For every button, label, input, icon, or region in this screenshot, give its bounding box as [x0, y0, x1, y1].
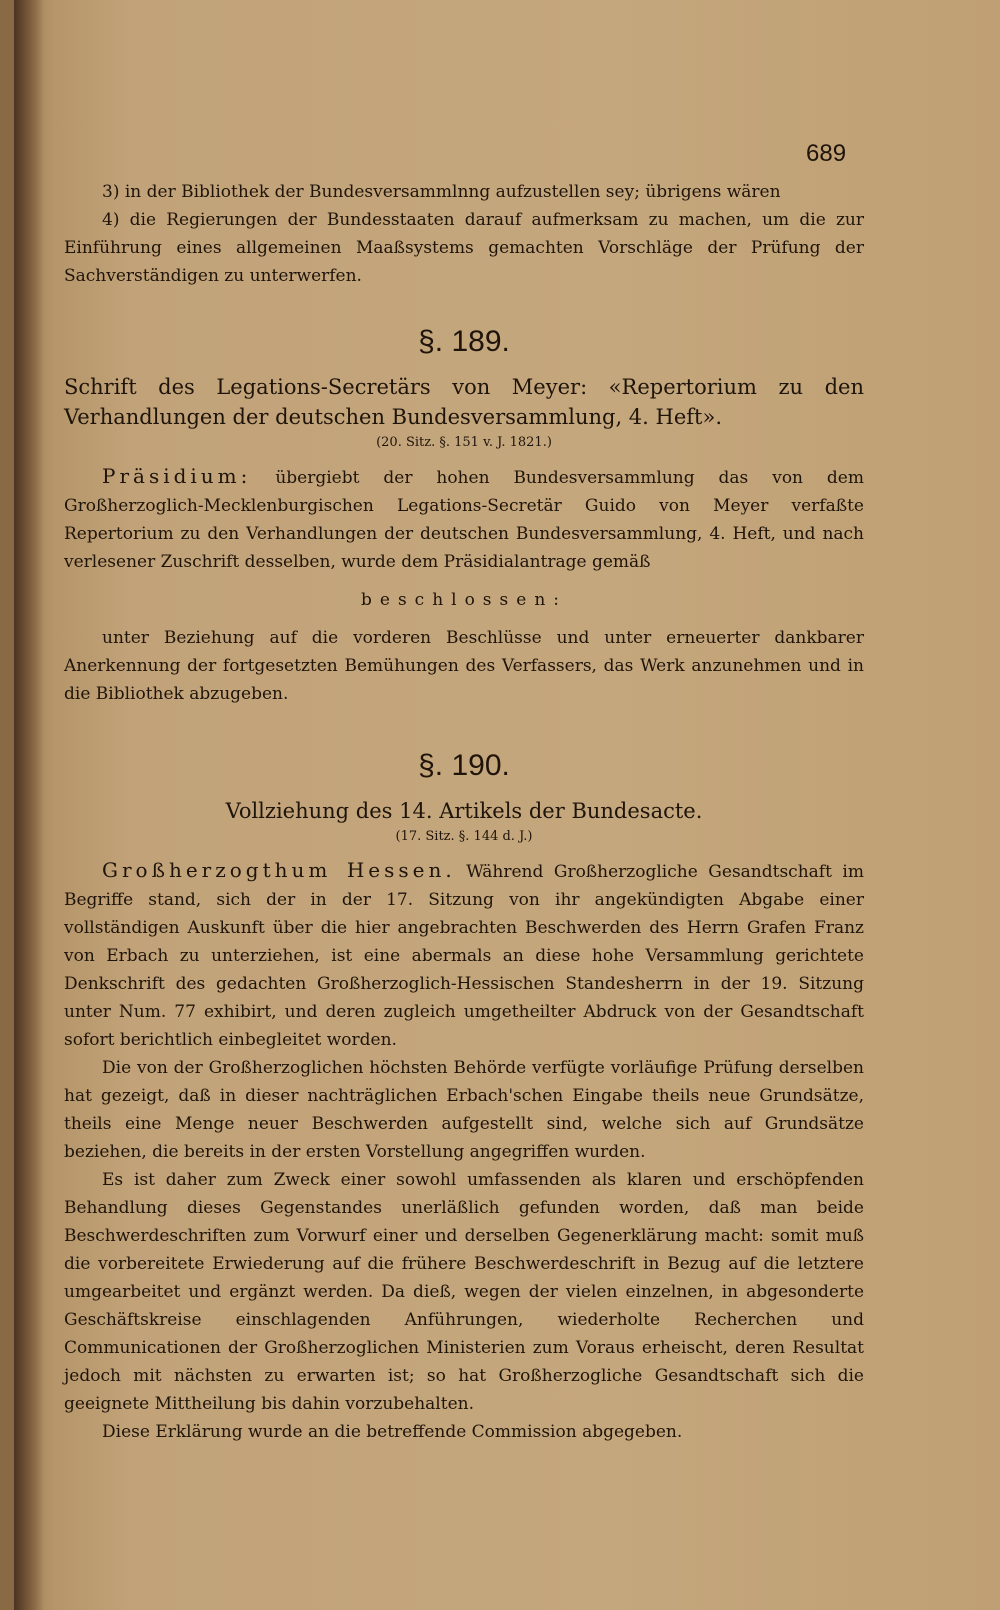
section-190-reference: (17. Sitz. §. 144 d. J.) [395, 829, 533, 844]
section-189-heading: Schrift des Legations-Secretärs von Meyer: «Repertorium zu den Verhandlungen der deutschen Bundesversammlung, 4. Heft». [64, 375, 864, 429]
section-190-text-1: Während Großherzogliche Gesandtschaft im Begriffe stand, sich der in der 17. Sitzung von ihr angekündigten Abgabe einer vollständigen Auskunft über die hier angebrachten Beschwerden des Herrn Grafen Franz von Erbach zu unterziehen, ist eine abermals an diese hohe Versammlung gerichtete Denkschrift des gedachten Großherzoglich-Hessischen Standesherrn in der 19. Sitzung unter Num. 77 exhibirt, und deren zugleich umgetheilter Abdruck von der Gesandtschaft sofort berichtlich einbegleitet worden. [64, 862, 864, 1050]
section-190-lead: Großherzogthum Hessen. [102, 858, 456, 882]
section-189-resolution: unter Beziehung auf die vorderen Beschlüsse und unter erneuerter dankbarer Anerkennung der fortgesetzten Bemühungen des Verfassers, das Werk anzunehmen und in die Bibliothek abzugeben. [64, 628, 864, 704]
section-190-paragraph-2: Die von der Großherzoglichen höchsten Behörde verfügte vorläufige Prüfung derselben hat gezeigt, daß in dieser nachträglichen Erbach'schen Eingabe theils neue Grundsätze, theils eine Menge neuer Beschwerden aufgestellt sind, welche sich auf Grundsätze beziehen, die bereits in der ersten Vorstellung angegriffen wurden. [64, 1058, 864, 1162]
section-189-lead: Präsidium: [102, 464, 252, 488]
document-page [14, 0, 1000, 1610]
section-190-paragraph-4: Diese Erklärung wurde an die betreffende Commission abgegeben. [102, 1422, 683, 1442]
list-item-4: 4) die Regierungen der Bundesstaaten darauf aufmerksam zu machen, um die zur Einführung eines allgemeinen Maaßsystems gemachten Vorschläge der Prüfung der Sachverständigen zu unterwerfen. [64, 210, 864, 286]
page-number: 689 [806, 140, 847, 167]
section-189-beschlossen: beschlossen: [361, 590, 567, 610]
list-item-3: 3) in der Bibliothek der Bundesversammlnng aufzustellen sey; übrigens wären [102, 182, 781, 202]
section-190-heading: Vollziehung des 14. Artikels der Bundesacte. [225, 799, 703, 823]
section-190-paragraph-3: Es ist daher zum Zweck einer sowohl umfassenden als klaren und erschöpfenden Behandlung dieses Gegenstandes unerläßlich gefunden worden, daß man beide Beschwerdeschriften zum Vorwurf einer und derselben Gegenerklärung macht: somit muß die vorbereitete Erwiederung auf die frühere Beschwerdeschrift in Bezug auf die letztere umgearbeitet und ergänzt werden. Da dieß, wegen der vielen einzelnen, in abgesonderte Geschäftskreise einschlagenden Anführungen, wiederholte Recherchen und Communicationen der Großherzoglichen Ministerien zum Voraus erheischt, deren Resultat jedoch mit nächsten zu erwarten ist; so hat Großherzogliche Gesandtschaft sich die geeignete Mittheilung bis dahin vorzubehalten. [64, 1170, 864, 1414]
section-190-paragraph-1 [64, 856, 864, 1054]
section-189-paragraph [64, 462, 864, 576]
section-189-body: übergiebt der hohen Bundesversammlung das von dem Großherzoglich-Mecklenburgischen Legations-Secretär Guido von Meyer verfaßte Repertorium zu den Verhandlungen der deutschen Bundesversammlung, 4. Heft, und nach verlesener Zuschrift desselben, wurde dem Präsidialantrage gemäß [64, 468, 864, 572]
page-content [64, 178, 864, 1446]
section-190-number: §. 190. [418, 749, 510, 782]
book-spine-shadow [14, 0, 44, 1610]
section-189-number: §. 189. [418, 325, 510, 358]
section-189-reference: (20. Sitz. §. 151 v. J. 1821.) [376, 435, 552, 450]
